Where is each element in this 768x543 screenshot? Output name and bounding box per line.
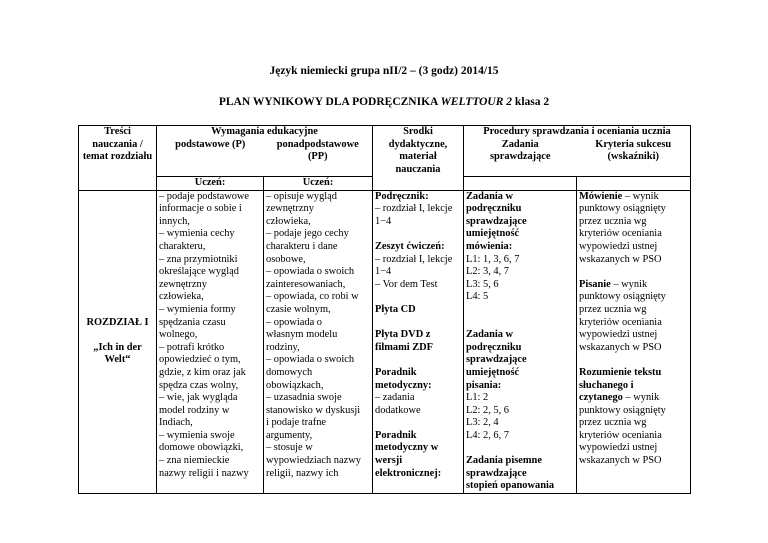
- text-line: zainteresowaniach,: [266, 278, 346, 290]
- subtitle-prefix: PLAN WYNIKOWY DLA PODRĘCZNIKA: [218, 96, 441, 108]
- text-line: – Vor dem Test: [375, 278, 438, 290]
- text-line: – opowiada o: [266, 316, 322, 328]
- text-line: religii, nazwy ich: [266, 467, 339, 479]
- text-line: kryteriów oceniania: [579, 429, 662, 441]
- text-line: – zna przymiotniki: [159, 253, 238, 265]
- text-line: wskazanych w PSO: [579, 455, 662, 467]
- text-line: umiejętność: [466, 366, 520, 378]
- text-line: [375, 417, 461, 430]
- text-line: człowieka,: [159, 291, 204, 303]
- plan-table: [78, 125, 691, 494]
- text-line: filmami ZDF: [375, 341, 434, 353]
- text-line: obowiązkach,: [266, 379, 324, 391]
- text-line: zewnętrzny: [159, 278, 207, 290]
- text-line: sprawdzające: [466, 215, 527, 227]
- text-line: – potrafi krótko: [159, 341, 225, 353]
- text-line: [375, 354, 461, 367]
- text-line: punktowy osiągnięty: [579, 291, 666, 303]
- text-line: informacje o sobie i: [159, 203, 242, 215]
- text-line: – zna niemieckie: [159, 455, 230, 467]
- text-line: charakteru,: [159, 240, 206, 252]
- text-line: metodyczny:: [375, 379, 432, 391]
- text-line: Zadania w: [466, 329, 514, 341]
- header-zadania: Zadania sprawdzające: [489, 138, 551, 163]
- text-line: nazwy religii i nazwy: [159, 467, 249, 479]
- text-line: czasie wolnym,: [266, 303, 331, 315]
- text-line: L2: 3, 4, 7: [466, 266, 510, 278]
- zadania-cell: [464, 190, 577, 493]
- text-line: – opowiada, co robi w: [266, 291, 359, 303]
- text-line: elektronicznej:: [375, 467, 442, 479]
- text-line: rodziny,: [266, 341, 300, 353]
- text-line: określające wygląd: [159, 266, 239, 278]
- text-line: L3: 5, 6: [466, 278, 499, 290]
- text-line: L1: 2: [466, 392, 489, 404]
- text-line: innych,: [159, 215, 190, 227]
- criterion-heading: słuchanego i: [579, 379, 634, 391]
- text-line: wypowiedzi ustnej: [579, 240, 658, 252]
- criterion-heading: Pisanie – wynik: [579, 278, 648, 290]
- text-line: model rodziny w: [159, 404, 230, 416]
- text-line: punktowy osiągnięty: [579, 203, 666, 215]
- text-line: i podaje trafne: [266, 417, 327, 429]
- text-line: kryteriów oceniania: [579, 228, 662, 240]
- text-line: – wie, jak wygląda: [159, 392, 238, 404]
- text-line: Zeszyt ćwiczeń:: [375, 240, 445, 252]
- text-line: – opisuje wygląd: [266, 190, 337, 202]
- text-line: przez ucznia wg: [579, 303, 647, 315]
- text-line: [375, 228, 461, 241]
- criterion-heading: czytanego – wynik: [579, 392, 660, 404]
- criterion-heading: Mówienie – wynik: [579, 190, 659, 202]
- text-line: stopień opanowania: [466, 480, 555, 492]
- text-line: opowiedzieć o tym,: [159, 354, 241, 366]
- text-line: własnym modelu: [266, 329, 338, 341]
- text-line: argumenty,: [266, 429, 313, 441]
- header-ponadpodstawowe: ponadpodstawowe (PP): [276, 138, 359, 163]
- text-line: wolnego,: [159, 329, 198, 341]
- text-line: gdzie, z kim oraz jak: [159, 366, 246, 378]
- srodki-cell: [373, 190, 464, 493]
- chapter-name: ROZDZIAŁ I: [86, 316, 149, 328]
- text-line: Płyta CD: [375, 303, 416, 315]
- header-srodki: Środki dydaktyczne, materiał nauczania: [373, 126, 464, 191]
- text-line: – wymienia formy: [159, 303, 236, 315]
- text-line: – wymienia swoje: [159, 429, 235, 441]
- header-kryteria: Kryteria sukcesu (wskaźniki): [595, 138, 672, 163]
- header-wymagania: Wymagania edukacyjne podstawowe (P) ponadpodstawowe (PP): [157, 126, 373, 177]
- text-line: kryteriów oceniania: [579, 316, 662, 328]
- text-line: sprawdzające: [466, 354, 527, 366]
- text-line: Indiach,: [159, 417, 193, 429]
- text-line: przez ucznia wg: [579, 215, 647, 227]
- text-line: [466, 442, 574, 455]
- text-line: Poradnik: [375, 429, 417, 441]
- header-podstawowe: podstawowe (P): [175, 138, 246, 150]
- text-line: – rozdział I, lekcje: [375, 203, 453, 215]
- text-line: wskazanych w PSO: [579, 341, 662, 353]
- text-line: podręczniku: [466, 203, 522, 215]
- text-line: Płyta DVD z: [375, 329, 431, 341]
- text-line: wypowiedzi ustnej: [579, 329, 658, 341]
- text-line: sprawdzające: [466, 467, 527, 479]
- document-subtitle: [0, 96, 768, 108]
- text-line: [466, 304, 574, 317]
- podstawowe-cell: [157, 190, 264, 493]
- text-line: L1: 1, 3, 6, 7: [466, 253, 520, 265]
- text-line: L3: 2, 4: [466, 417, 499, 429]
- criterion-heading: Rozumienie tekstu: [579, 366, 662, 378]
- text-line: Poradnik: [375, 366, 417, 378]
- text-line: spędzania czasu: [159, 316, 226, 328]
- text-line: L4: 2, 6, 7: [466, 429, 510, 441]
- text-line: – wymienia cechy: [159, 228, 235, 240]
- text-line: – opowiada o swoich: [266, 354, 355, 366]
- text-line: pisania:: [466, 379, 502, 391]
- text-line: mówienia:: [466, 240, 513, 252]
- spacer: [579, 354, 688, 367]
- text-line: przez ucznia wg: [579, 417, 647, 429]
- text-line: człowieka,: [266, 215, 311, 227]
- text-line: punktowy osiągnięty: [579, 404, 666, 416]
- text-line: – podaje podstawowe: [159, 190, 250, 202]
- text-line: stanowisko w dyskusji: [266, 404, 361, 416]
- spacer: [579, 266, 688, 279]
- text-line: metodyczny w: [375, 442, 439, 454]
- text-line: 1−4: [375, 215, 392, 227]
- chapter-cell: [79, 190, 157, 493]
- text-line: wskazanych w PSO: [579, 253, 662, 265]
- text-line: wersji: [375, 455, 403, 467]
- ponadpodstawowe-cell: [264, 190, 373, 493]
- text-line: wypowiedzi ustnej: [579, 442, 658, 454]
- text-line: Zadania pisemne: [466, 455, 542, 467]
- text-line: spędza czas wolny,: [159, 379, 239, 391]
- text-line: – zadania: [375, 392, 415, 404]
- book-title: WELTTOUR 2: [440, 96, 513, 108]
- text-line: Zadania w: [466, 190, 514, 202]
- text-line: [466, 317, 574, 330]
- text-line: domowe obowiązki,: [159, 442, 244, 454]
- text-line: charakteru i dane: [266, 240, 338, 252]
- text-line: L2: 2, 5, 6: [466, 404, 510, 416]
- text-line: [375, 317, 461, 330]
- text-line: L4: 5: [466, 291, 489, 303]
- text-line: domowych: [266, 366, 313, 378]
- text-line: – podaje jego cechy: [266, 228, 349, 240]
- text-line: [375, 291, 461, 304]
- text-line: – stosuje w: [266, 442, 313, 454]
- header-uczen-pp: Uczeń:: [264, 177, 373, 191]
- header-uczen-p: Uczeń:: [157, 177, 264, 191]
- subtitle-suffix: klasa 2: [512, 96, 550, 108]
- text-line: – uzasadnia swoje: [266, 392, 342, 404]
- text-line: 1−4: [375, 266, 392, 278]
- text-line: wypowiedziach nazwy: [266, 455, 361, 467]
- kryteria-cell: [577, 190, 691, 493]
- text-line: zewnętrzny: [266, 203, 314, 215]
- text-line: – rozdział I, lekcje: [375, 253, 453, 265]
- text-line: Podręcznik:: [375, 190, 429, 202]
- text-line: dodatkowe: [375, 404, 421, 416]
- text-line: osobowe,: [266, 253, 306, 265]
- chapter-topic: „Ich in der Welt“: [93, 341, 142, 366]
- text-line: umiejętność: [466, 228, 520, 240]
- header-tresci: Treści nauczania / temat rozdziału: [79, 126, 157, 191]
- document-title: Język niemiecki grupa nII/2 – (3 godz) 2014/15: [269, 65, 499, 77]
- text-line: – opowiada o swoich: [266, 266, 355, 278]
- header-procedury: Procedury sprawdzania i oceniania ucznia Zadania sprawdzające Kryteria sukcesu (wskaźniki): [464, 126, 691, 177]
- text-line: podręczniku: [466, 341, 522, 353]
